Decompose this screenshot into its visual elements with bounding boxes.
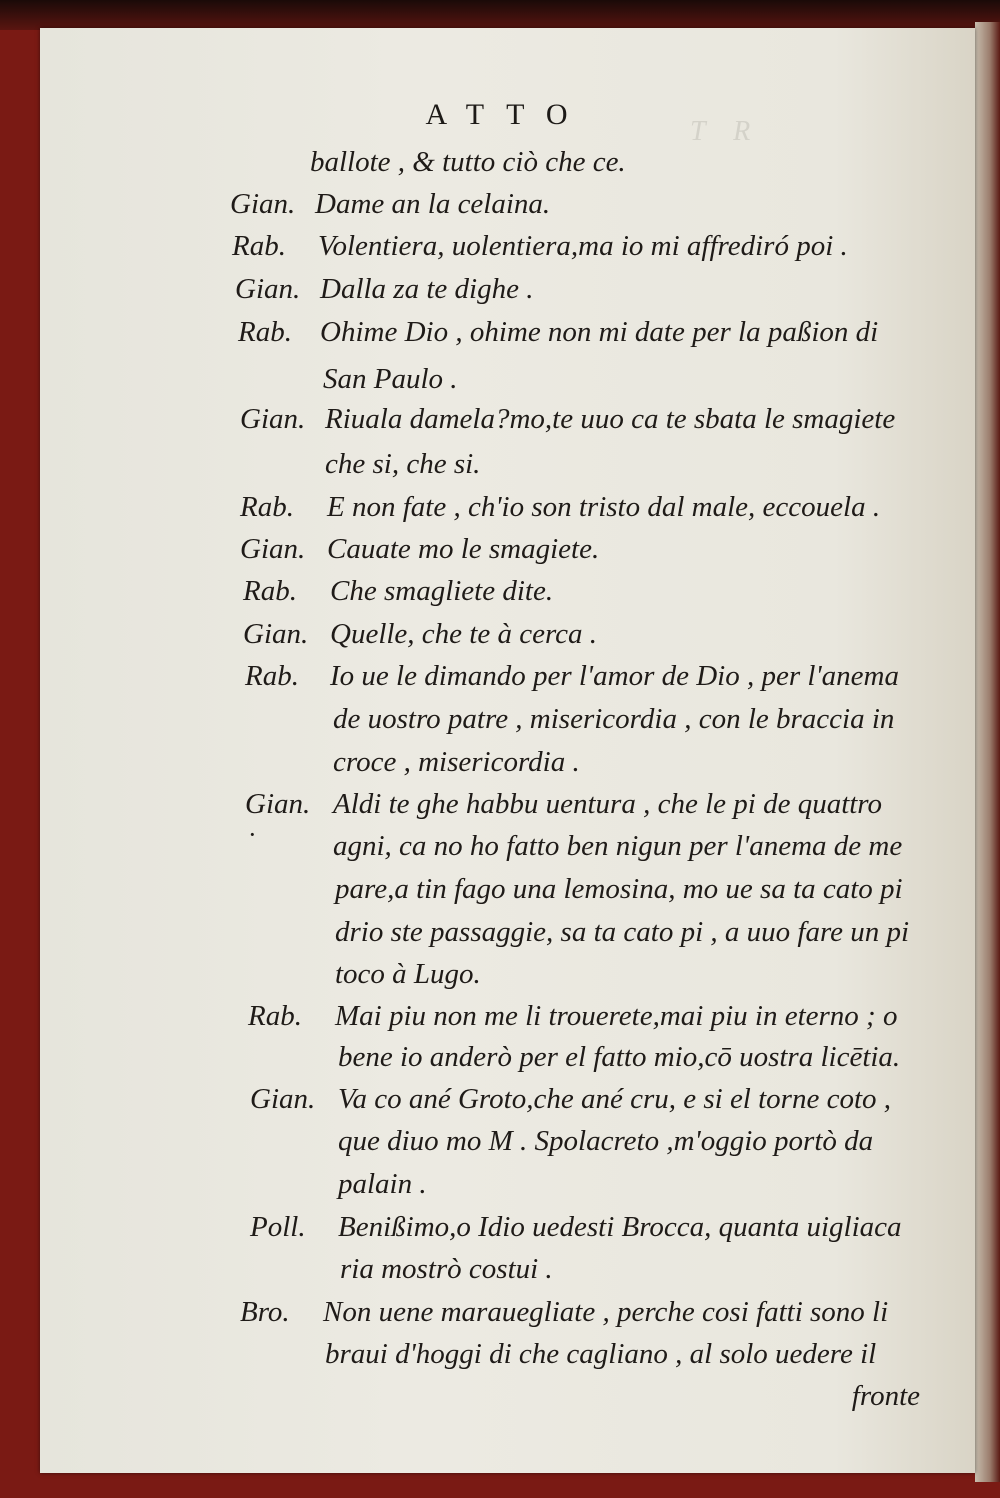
speaker-label: Gian. [240, 403, 306, 435]
dialogue-line: que diuo mo M . Spolacreto ,m'oggio portò da [338, 1125, 874, 1157]
speaker-label: Gian. [250, 1083, 316, 1115]
dialogue-line: Va co ané Groto,che ané cru, e si el torne coto , [338, 1083, 892, 1115]
dialogue-line: Aldi te ghe habbu uentura , che le pi de quattro [333, 788, 883, 820]
dialogue-line: toco à Lugo. [335, 958, 481, 990]
dialogue-line: Non uene marauegliate , perche cosi fatti sono li [323, 1296, 889, 1328]
dialogue-line: ria mostrò costui . [340, 1253, 553, 1285]
dialogue-line: Volentiera, uolentiera,ma io mi affrediró poi . [318, 230, 848, 262]
speaker-label: Rab. [232, 230, 286, 262]
speaker-label: Gian. [245, 788, 311, 820]
dialogue-line: Riuala damela?mo,te uuo ca te sbata le smagiete [325, 403, 896, 435]
scan-border [0, 0, 1000, 30]
running-head: ATTO [425, 98, 590, 131]
speaker-label: Rab. [240, 491, 294, 523]
dialogue-line: Cauate mo le smagiete. [327, 533, 600, 565]
dialogue-line: Dalla za te dighe . [320, 273, 534, 305]
speaker-label: Rab. [238, 316, 292, 348]
dialogue-line: bene io anderò per el fatto mio,cō uostra licētia. [338, 1041, 901, 1073]
dialogue-line: drio ste passaggie, sa ta cato pi , a uuo fare un pi [335, 916, 910, 948]
speaker-label: Gian. [235, 273, 301, 305]
dialogue-line: palain . [338, 1168, 427, 1200]
margin-dot: · [248, 820, 257, 849]
speaker-label: Poll. [250, 1211, 306, 1243]
speaker-label: Rab. [243, 575, 297, 607]
book-page [40, 28, 975, 1473]
dialogue-line: Dame an la celaina. [315, 188, 551, 220]
dialogue-line: E non fate , ch'io son tristo dal male, eccouela . [327, 491, 881, 523]
dialogue-line: Che smagliete dite. [330, 575, 554, 607]
dialogue [40, 28, 975, 1473]
dialogue-line: agni, ca no ho fatto ben nigun per l'anema de me [333, 830, 903, 862]
page-edge [975, 22, 1000, 1482]
dialogue-line: Quelle, che te à cerca . [330, 618, 598, 650]
dialogue-line: braui d'hoggi di che cagliano , al solo uedere il [325, 1338, 877, 1370]
dialogue-line: Benißimo,o Idio uedesti Brocca, quanta uigliaca [338, 1211, 902, 1243]
dialogue-line: pare,a tin fago una lemosina, mo ue sa ta cato pi [335, 873, 903, 905]
speaker-label: Gian. [243, 618, 309, 650]
speaker-label: Rab. [248, 1000, 302, 1032]
speaker-label: Gian. [240, 533, 306, 565]
dialogue-line: Io ue le dimando per l'amor de Dio , per l'anema [330, 660, 899, 692]
dialogue-line: Mai piu non me li trouerete,mai piu in eterno ; o [335, 1000, 898, 1032]
dialogue-line: fronte [851, 1380, 920, 1412]
dialogue-line: San Paulo . [323, 363, 458, 395]
speaker-label: Gian. [230, 188, 296, 220]
dialogue-line: ballote , & tutto ciò che ce. [310, 146, 626, 178]
dialogue-line: croce , misericordia . [333, 746, 580, 778]
dialogue-line: che si, che si. [325, 448, 481, 480]
dialogue-line: de uostro patre , misericordia , con le braccia in [333, 703, 895, 735]
speaker-label: Bro. [240, 1296, 290, 1328]
dialogue-line: Ohime Dio , ohime non mi date per la paßion di [320, 316, 879, 348]
show-through: T R [690, 116, 751, 147]
speaker-label: Rab. [245, 660, 299, 692]
